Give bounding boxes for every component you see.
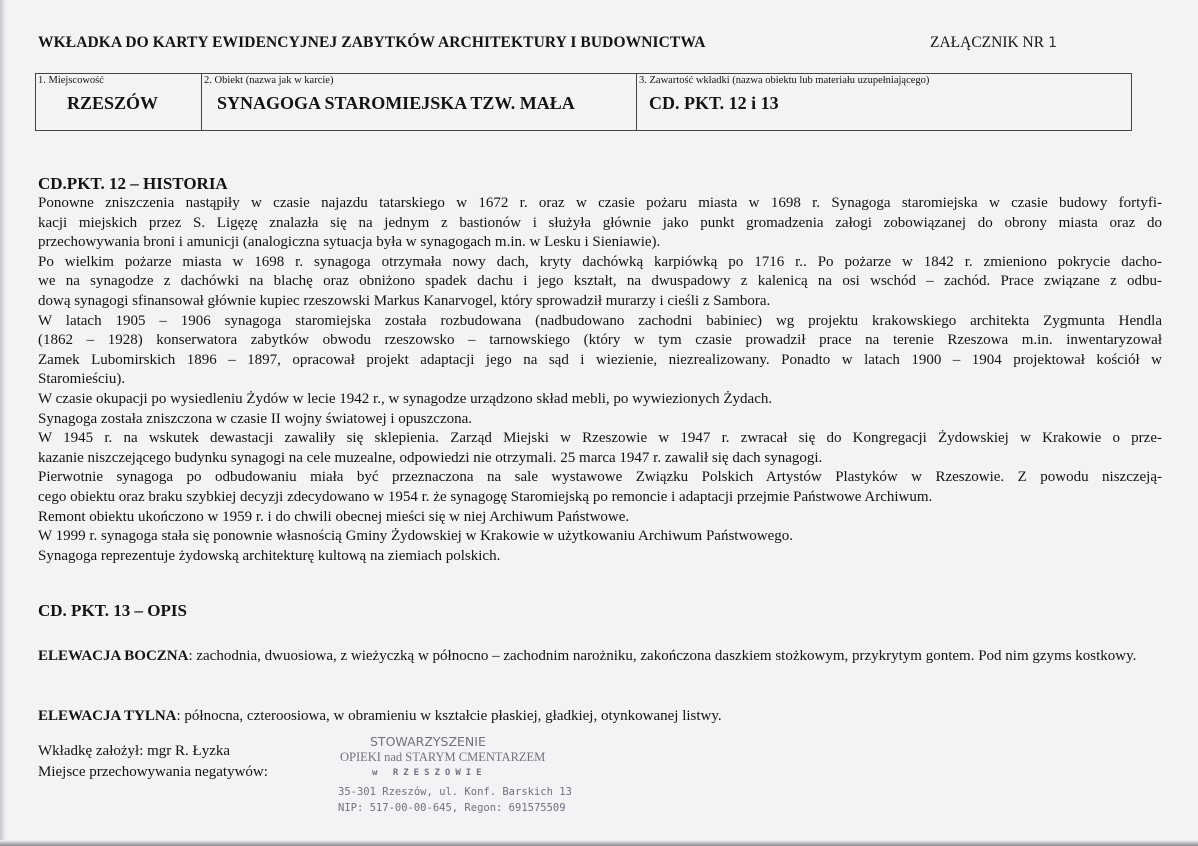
- contents-value: CD. PKT. 12 i 13: [649, 93, 779, 113]
- history-line: W 1945 r. na wskutek dewastacji zawaliły się sklepienia. Zarząd Miejski w Rzeszowie w 1947 r. zwracał się do Kongregacji Żydowskiej w Krakowie o prze-: [38, 430, 1162, 447]
- rear-elevation-label: ELEWACJA TYLNA: [38, 708, 177, 724]
- history-line: Remont obiektu ukończono w 1959 r. i do chwili obecnej mieści się w niej Archiwum Państwowe.: [38, 508, 630, 525]
- history-line: przechowywania broni i amunicji (analogiczna sytuacja była w synagogach m.in. w Lesku i Sieniawie).: [38, 234, 661, 251]
- locality-label: 1. Miejscowość: [38, 75, 104, 86]
- history-line: Synagoga reprezentuje żydowską architekturę kultową na ziemiach polskich.: [38, 547, 501, 564]
- history-line: W czasie okupacji po wysiedleniu Żydów w lecie 1942 r., w synagodze urządzono skład mebli, po wywiezionych Żydach.: [38, 390, 773, 407]
- history-line: Po wielkim pożarze miasta w 1698 r. synagoga otrzymała nowy dach, kryty dachówką karpiówką po 1716 r.. Po pożarze w 1842 r. zmieniono pokrycie dacho-: [38, 253, 1162, 270]
- negatives-line: Miejsce przechowywania negatywów:: [38, 764, 268, 780]
- history-line: Zamek Lubomirskich 1896 – 1897, opracował projekt adaptacji jego na sąd i wiezienie, niezrealizowany. Ponadto w latach 1900 – 1904 projektował kościół w: [38, 351, 1162, 368]
- cell-object: [202, 74, 637, 130]
- paper-bottom-edge: [0, 840, 1198, 846]
- author-line: Wkładkę założył: mgr R. Łyzka: [38, 743, 231, 759]
- rear-elevation: [38, 706, 1162, 726]
- document-title: WKŁADKA DO KARTY EWIDENCYJNEJ ZABYTKÓW ARCHITEKTURY I BUDOWNICTWA: [38, 34, 706, 51]
- history-line: Ponowne zniszczenia nastąpiły w czasie najazdu tatarskiego w 1672 r. oraz w czasie pożaru miasta w 1698 r. Synagoga staromiejska w czasie budowy fortyfi-: [38, 195, 1162, 211]
- stamp-line-3: w RZESZOWIE: [372, 768, 487, 778]
- info-table: [35, 73, 1132, 131]
- history-line: Synagoga została zniszczona w czasie II wojny światowej i opuszczona.: [38, 410, 473, 427]
- annex-number: 1: [1048, 35, 1058, 51]
- history-line: we na synagodze z dachówki na blachę oraz obniżono spadek dachu i jego kształt, na dwuspadowy z kalenicą na osi wschód – zachód. Prace związane z odbu-: [38, 273, 1162, 290]
- rear-elevation-text: : północna, czteroosiowa, w obramieniu w kształcie płaskiej, gładkiej, otynkowanej listwy.: [176, 708, 722, 724]
- history-heading: CD.PKT. 12 – HISTORIA: [38, 174, 228, 193]
- locality-value: RZESZÓW: [67, 93, 159, 113]
- history-line: dową synagogi sfinansował głównie kupiec rzeszowski Markus Kanarvogel, który sprowadził murarzy i cieśli z Sambora.: [38, 292, 771, 309]
- history-line: W latach 1905 – 1906 synagoga staromiejska została rozbudowana (nadbudowano zachodni babiniec) wg projektu krakowskiego architekta Zygmunta Hendla: [38, 312, 1162, 329]
- history-line: cego obiektu oraz braku szybkiej decyzji zdecydowano w 1954 r. że synagogę Staromiejską po remoncie i adaptacji przejmie Państwowe Archiwum.: [38, 488, 933, 505]
- paper-edge: [0, 0, 6, 846]
- description-heading: CD. PKT. 13 – OPIS: [38, 601, 187, 620]
- history-line: Staromieściu).: [38, 371, 126, 388]
- cell-contents: [637, 74, 1131, 130]
- history-body: [38, 194, 1162, 566]
- history-line: W 1999 r. synagoga stała się ponownie własnością Gminy Żydowskiej w Krakowie w użytkowaniu Archiwum Państwowego.: [38, 528, 794, 545]
- history-line: (1862 – 1928) konserwatora zabytków obwodu rzeszowsko – tarnowskiego (który w tym czasie prowadził prace na terenie Rzeszowa m.in. inwentaryzował: [38, 332, 1162, 349]
- cell-locality: [36, 74, 202, 130]
- history-line: Pierwotnie synagoga po odbudowaniu miała być przeznaczona na sale wystawowe Związku Polskich Artystów Plastyków w Rzeszowie. Z powodu niszczeją-: [38, 469, 1162, 486]
- annex-label: [930, 34, 1057, 52]
- history-line: kacji miejskich przez S. Ligęzę znalazła się na jednym z bastionów i służyła głównie jako punkt gromadzenia załogi zobowiązanej do obrony miasta oraz do: [38, 214, 1162, 231]
- side-elevation: [38, 646, 1162, 666]
- annex-text: ZAŁĄCZNIK NR: [930, 34, 1045, 51]
- object-label: 2. Obiekt (nazwa jak w karcie): [204, 75, 334, 86]
- contents-label: 3. Zawartość wkładki (nazwa obiektu lub materiału uzupełniającego): [639, 75, 930, 86]
- stamp-line-5: NIP: 517-00-00-645, Regon: 691575509: [338, 802, 566, 814]
- stamp-line-1: STOWARZYSZENIE: [370, 734, 486, 749]
- stamp-line-2: OPIEKI nad STARYM CMENTARZEM: [340, 750, 546, 764]
- side-elevation-text: : zachodnia, dwuosiowa, z wieżyczką w północno – zachodnim narożniku, zakończona daszkiem stożkowym, przykrytym gontem. Pod nim gzyms kostkowy.: [188, 648, 1137, 664]
- history-line: kazanie niszczejącego budynku synagogi na cele muzealne, odpowiedzi nie otrzymali. 25 marca 1947 r. zawalił się dach synagogi.: [38, 449, 823, 466]
- stamp-line-4: 35-301 Rzeszów, ul. Konf. Barskich 13: [338, 786, 572, 798]
- side-elevation-label: ELEWACJA BOCZNA: [38, 648, 189, 664]
- object-value: SYNAGOGA STAROMIEJSKA TZW. MAŁA: [217, 93, 575, 113]
